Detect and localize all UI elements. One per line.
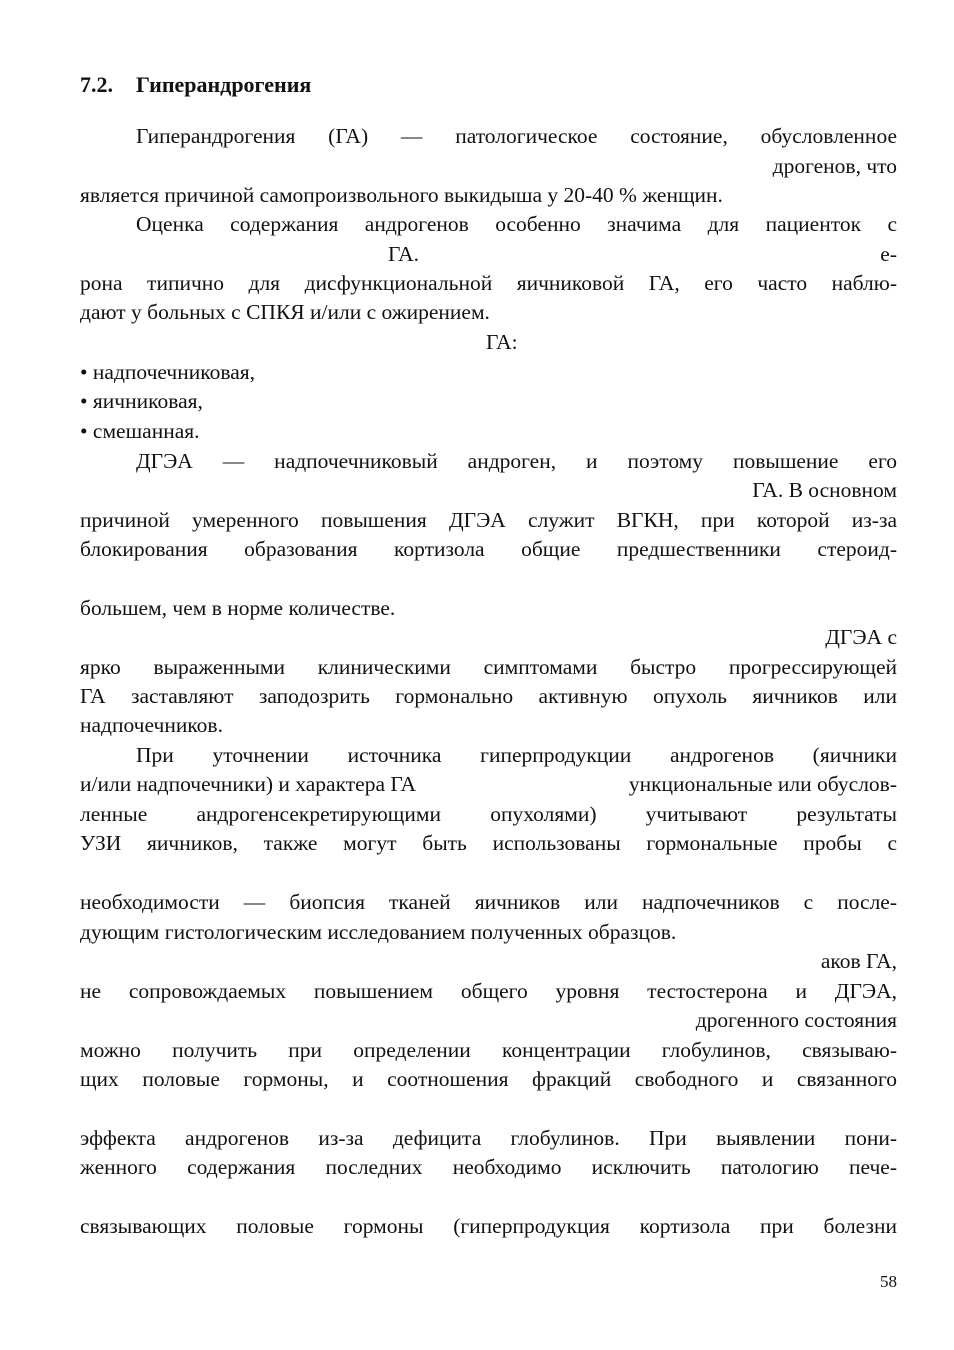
section-number: 7.2. (80, 72, 113, 97)
text-line: дрогенов, что (772, 154, 897, 178)
page-number: 58 (880, 1272, 897, 1291)
text-line: Оценка содержания андрогенов особенно значима для пациенток с (136, 212, 897, 236)
text-line: женного содержания последних необходимо исключить патологию пече- (80, 1155, 897, 1179)
text-line: большем, чем в норме количестве. (80, 596, 396, 620)
text-line: блокирования образования кортизола общие предшественники стероид- (80, 537, 897, 561)
text-line: дующим гистологическим исследованием полученных образцов. (80, 920, 677, 944)
text-line: является причиной самопроизвольного выкидыша у 20-40 % женщин. (80, 183, 723, 207)
text-line: дрогенного состояния (695, 1008, 897, 1032)
list-item: • надпочечниковая, (80, 360, 256, 384)
text-line: ункциональные или обуслов- (628, 772, 897, 796)
text-line: ДГЭА — надпочечниковый андроген, и поэтому повышение его (136, 449, 897, 473)
text-line: рона типично для дисфункциональной яичниковой ГА, его часто наблю- (80, 271, 897, 295)
text-line: дают у больных с СПКЯ и/или с ожирением. (80, 300, 490, 324)
text-line: эффекта андрогенов из-за дефицита глобулинов. При выявлении пони- (80, 1126, 897, 1150)
text-line: необходимости — биопсия тканей яичников или надпочечников с после- (80, 890, 897, 914)
text-line: ГА. (388, 242, 419, 266)
text-line: аков ГА, (820, 949, 897, 973)
text-line: щих половые гормоны, и соотношения фракций свободного и связанного (80, 1067, 897, 1091)
text-line: е- (880, 242, 897, 266)
text-line: ГА заставляют заподозрить гормонально активную опухоль яичников или (80, 684, 897, 708)
text-line: При уточнении источника гиперпродукции андрогенов (яичники (136, 743, 897, 767)
text-line: не сопровождаемых повышением общего уровня тестостерона и ДГЭА, (80, 979, 897, 1003)
text-line: и/или надпочечники) и характера ГА (80, 772, 416, 796)
text-line: надпочечников. (80, 713, 223, 737)
text-line: Гиперандрогения (ГА) — патологическое состояние, обусловленное (136, 124, 897, 148)
section-heading (80, 70, 311, 100)
text-line: ДГЭА с (825, 625, 897, 649)
text-line: ярко выраженными клиническими симптомами быстро прогрессирующей (80, 655, 897, 679)
text-line: связывающих половые гормоны (гиперпродукция кортизола при болезни (80, 1214, 897, 1238)
text-line: можно получить при определении концентрации глобулинов, связываю- (80, 1038, 897, 1062)
text-line: УЗИ яичников, также могут быть использованы гормональные пробы с (80, 831, 897, 855)
list-item: • смешанная. (80, 419, 200, 443)
text-line: ГА. В основном (752, 478, 897, 502)
text-line: причиной умеренного повышения ДГЭА служит ВГКН, при которой из-за (80, 508, 897, 532)
list-item: • яичниковая, (80, 389, 203, 413)
text-line: ленные андрогенсекретирующими опухолями) учитывают результаты (80, 802, 897, 826)
section-title: Гиперандрогения (136, 72, 312, 97)
text-line: ГА: (486, 330, 518, 354)
